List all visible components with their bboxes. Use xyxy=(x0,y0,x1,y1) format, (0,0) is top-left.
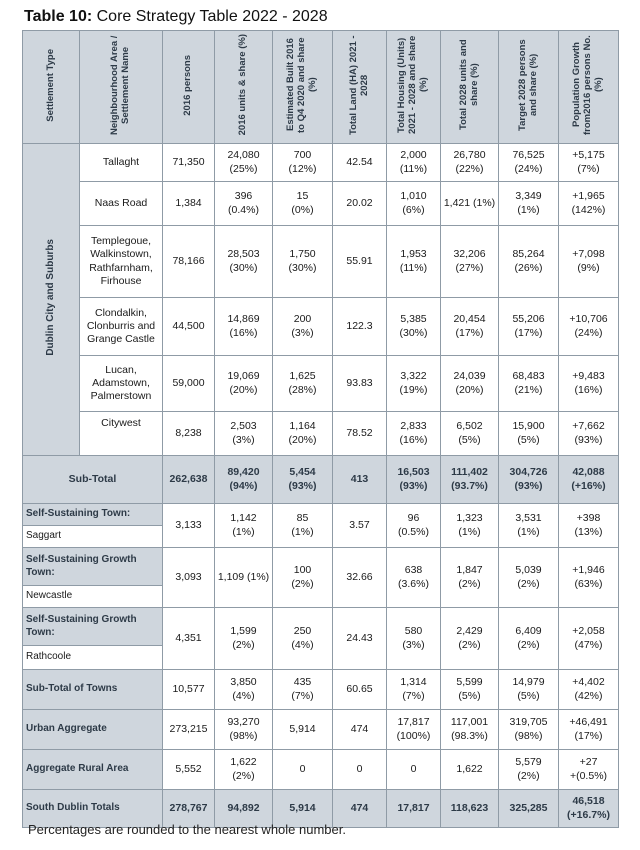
cell-total-land: 93.83 xyxy=(333,356,387,412)
town-name: Rathcoole xyxy=(23,646,163,670)
cell-total-land: 0 xyxy=(333,750,387,790)
cell-units-2016: 14,869 (16%) xyxy=(215,298,273,356)
cell-target-2028: 3,531 (1%) xyxy=(499,504,559,548)
cell-units-2016: 28,503 (30%) xyxy=(215,226,273,298)
cell-units-2016: 2,503 (3%) xyxy=(215,412,273,456)
header-total-housing: Total Housing (Units) 2021 - 2028 and share (%) xyxy=(387,31,441,144)
cell-persons-2016: 5,552 xyxy=(163,750,215,790)
footnote: Percentages are rounded to the nearest whole number. xyxy=(28,822,346,837)
cell-pop-growth: +27 +(0.5%) xyxy=(559,750,619,790)
header-est-built: Estimated Built 2016 to Q4 2020 and share (%) xyxy=(273,31,333,144)
town-type-label: Self-Sustaining Growth Town: xyxy=(23,608,163,646)
cell-total-housing: 5,385 (30%) xyxy=(387,298,441,356)
cell-total-2028: 1,847 (2%) xyxy=(441,548,499,608)
cell-est-built: 85 (1%) xyxy=(273,504,333,548)
table-row xyxy=(23,356,619,412)
cell-total-2028: 111,402 (93.7%) xyxy=(441,456,499,504)
cell-persons-2016: 262,638 xyxy=(163,456,215,504)
aggregate-label: Aggregate Rural Area xyxy=(23,750,163,790)
caption-title: Core Strategy Table 2022 - 2028 xyxy=(96,8,328,25)
cell-total-housing: 1,953 (11%) xyxy=(387,226,441,298)
cell-total-housing: 2,833 (16%) xyxy=(387,412,441,456)
cell-est-built: 5,914 xyxy=(273,710,333,750)
cell-total-2028: 118,623 xyxy=(441,790,499,828)
cell-units-2016: 1,109 (1%) xyxy=(215,548,273,608)
header-row xyxy=(23,31,619,144)
cell-est-built: 700 (12%) xyxy=(273,144,333,182)
core-strategy-table xyxy=(22,30,619,828)
cell-total-land: 474 xyxy=(333,710,387,750)
cell-pop-growth: +9,483 (16%) xyxy=(559,356,619,412)
cell-target-2028: 68,483 (21%) xyxy=(499,356,559,412)
table-row xyxy=(23,182,619,226)
cell-est-built: 435 (7%) xyxy=(273,670,333,710)
cell-total-2028: 117,001 (98.3%) xyxy=(441,710,499,750)
cell-target-2028: 319,705 (98%) xyxy=(499,710,559,750)
town-type-label: Self-Sustaining Town: xyxy=(23,504,163,526)
cell-est-built: 15 (0%) xyxy=(273,182,333,226)
cell-persons-2016: 8,238 xyxy=(163,412,215,456)
cell-total-housing: 17,817 xyxy=(387,790,441,828)
cell-total-2028: 1,622 xyxy=(441,750,499,790)
area-name: Tallaght xyxy=(80,144,163,182)
cell-target-2028: 14,979 (5%) xyxy=(499,670,559,710)
cell-est-built: 200 (3%) xyxy=(273,298,333,356)
cell-pop-growth: +10,706 (24%) xyxy=(559,298,619,356)
area-name: Citywest xyxy=(80,412,163,456)
header-persons-2016: 2016 persons xyxy=(163,31,215,144)
cell-units-2016: 19,069 (20%) xyxy=(215,356,273,412)
cell-total-land: 32.66 xyxy=(333,548,387,608)
cell-total-2028: 1,421 (1%) xyxy=(441,182,499,226)
cell-total-housing: 0 xyxy=(387,750,441,790)
table-caption xyxy=(24,8,328,26)
totals-label: South Dublin Totals xyxy=(23,790,163,828)
cell-total-land: 20.02 xyxy=(333,182,387,226)
cell-total-housing: 2,000 (11%) xyxy=(387,144,441,182)
area-name: Clondalkin, Clonburris and Grange Castle xyxy=(80,298,163,356)
cell-total-land: 78.52 xyxy=(333,412,387,456)
table-row xyxy=(23,548,619,586)
cell-pop-growth: +2,058 (47%) xyxy=(559,608,619,670)
cell-est-built: 0 xyxy=(273,750,333,790)
cell-total-housing: 580 (3%) xyxy=(387,608,441,670)
cell-est-built: 5,454 (93%) xyxy=(273,456,333,504)
cell-total-housing: 1,314 (7%) xyxy=(387,670,441,710)
cell-units-2016: 24,080 (25%) xyxy=(215,144,273,182)
cell-target-2028: 15,900 (5%) xyxy=(499,412,559,456)
header-units-2016: 2016 units & share (%) xyxy=(215,31,273,144)
cell-total-2028: 6,502 (5%) xyxy=(441,412,499,456)
cell-persons-2016: 59,000 xyxy=(163,356,215,412)
table-row xyxy=(23,504,619,526)
cell-est-built: 1,164 (20%) xyxy=(273,412,333,456)
cell-target-2028: 325,285 xyxy=(499,790,559,828)
cell-target-2028: 5,039 (2%) xyxy=(499,548,559,608)
cell-units-2016: 1,599 (2%) xyxy=(215,608,273,670)
header-total-land: Total Land (HA) 2021 - 2028 xyxy=(333,31,387,144)
cell-total-housing: 1,010 (6%) xyxy=(387,182,441,226)
cell-target-2028: 76,525 (24%) xyxy=(499,144,559,182)
subtotal-row xyxy=(23,456,619,504)
settlement-type-dublin: Dublin City and Suburbs xyxy=(23,144,80,456)
subtotal-label: Sub-Total xyxy=(23,456,163,504)
cell-persons-2016: 3,093 xyxy=(163,548,215,608)
town-type-label: Self-Sustaining Growth Town: xyxy=(23,548,163,586)
cell-pop-growth: 42,088 (+16%) xyxy=(559,456,619,504)
cell-est-built: 1,750 (30%) xyxy=(273,226,333,298)
cell-persons-2016: 4,351 xyxy=(163,608,215,670)
cell-persons-2016: 278,767 xyxy=(163,790,215,828)
header-neighbourhood: Neighbourhood Area / Settlement Name xyxy=(80,31,163,144)
cell-units-2016: 1,142 (1%) xyxy=(215,504,273,548)
cell-pop-growth: +7,098 (9%) xyxy=(559,226,619,298)
cell-pop-growth: +46,491 (17%) xyxy=(559,710,619,750)
cell-est-built: 250 (4%) xyxy=(273,608,333,670)
cell-units-2016: 89,420 (94%) xyxy=(215,456,273,504)
cell-units-2016: 1,622 (2%) xyxy=(215,750,273,790)
cell-total-land: 122.3 xyxy=(333,298,387,356)
cell-target-2028: 6,409 (2%) xyxy=(499,608,559,670)
cell-target-2028: 55,206 (17%) xyxy=(499,298,559,356)
cell-target-2028: 304,726 (93%) xyxy=(499,456,559,504)
header-settlement-type: Settlement Type xyxy=(23,31,80,144)
cell-total-land: 55.91 xyxy=(333,226,387,298)
cell-total-land: 24.43 xyxy=(333,608,387,670)
area-name: Lucan, Adamstown, Palmerstown xyxy=(80,356,163,412)
cell-total-land: 42.54 xyxy=(333,144,387,182)
table-row xyxy=(23,144,619,182)
cell-persons-2016: 78,166 xyxy=(163,226,215,298)
cell-total-housing: 17,817 (100%) xyxy=(387,710,441,750)
table-row xyxy=(23,710,619,750)
cell-total-housing: 96 (0.5%) xyxy=(387,504,441,548)
header-total-2028: Total 2028 units and share (%) xyxy=(441,31,499,144)
cell-total-2028: 1,323 (1%) xyxy=(441,504,499,548)
cell-pop-growth: +7,662 (93%) xyxy=(559,412,619,456)
cell-total-land: 474 xyxy=(333,790,387,828)
cell-units-2016: 93,270 (98%) xyxy=(215,710,273,750)
aggregate-label: Urban Aggregate xyxy=(23,710,163,750)
cell-pop-growth: 46,518 (+16.7%) xyxy=(559,790,619,828)
cell-total-2028: 26,780 (22%) xyxy=(441,144,499,182)
cell-pop-growth: +1,946 (63%) xyxy=(559,548,619,608)
cell-target-2028: 85,264 (26%) xyxy=(499,226,559,298)
cell-pop-growth: +1,965 (142%) xyxy=(559,182,619,226)
cell-persons-2016: 10,577 xyxy=(163,670,215,710)
area-name: Templegoue, Walkinstown, Rathfarnham, Firhouse xyxy=(80,226,163,298)
cell-total-housing: 3,322 (19%) xyxy=(387,356,441,412)
town-name: Saggart xyxy=(23,526,163,548)
cell-persons-2016: 71,350 xyxy=(163,144,215,182)
town-name: Newcastle xyxy=(23,586,163,608)
cell-persons-2016: 44,500 xyxy=(163,298,215,356)
cell-pop-growth: +5,175 (7%) xyxy=(559,144,619,182)
table-row xyxy=(23,608,619,646)
cell-total-2028: 24,039 (20%) xyxy=(441,356,499,412)
cell-est-built: 1,625 (28%) xyxy=(273,356,333,412)
cell-est-built: 100 (2%) xyxy=(273,548,333,608)
cell-pop-growth: +4,402 (42%) xyxy=(559,670,619,710)
header-pop-growth: Population Growth from2016 persons No. (%) xyxy=(559,31,619,144)
cell-persons-2016: 273,215 xyxy=(163,710,215,750)
cell-total-2028: 32,206 (27%) xyxy=(441,226,499,298)
cell-est-built: 5,914 xyxy=(273,790,333,828)
cell-total-land: 413 xyxy=(333,456,387,504)
cell-total-2028: 20,454 (17%) xyxy=(441,298,499,356)
cell-total-2028: 2,429 (2%) xyxy=(441,608,499,670)
cell-units-2016: 94,892 xyxy=(215,790,273,828)
cell-total-land: 3.57 xyxy=(333,504,387,548)
cell-total-housing: 638 (3.6%) xyxy=(387,548,441,608)
area-name: Naas Road xyxy=(80,182,163,226)
cell-total-2028: 5,599 (5%) xyxy=(441,670,499,710)
aggregate-label: Sub-Total of Towns xyxy=(23,670,163,710)
table-row xyxy=(23,412,619,456)
table-row xyxy=(23,670,619,710)
cell-target-2028: 5,579 (2%) xyxy=(499,750,559,790)
table-row xyxy=(23,298,619,356)
cell-units-2016: 396 (0.4%) xyxy=(215,182,273,226)
header-target-2028: Target 2028 persons and share (%) xyxy=(499,31,559,144)
cell-pop-growth: +398 (13%) xyxy=(559,504,619,548)
cell-persons-2016: 1,384 xyxy=(163,182,215,226)
cell-total-land: 60.65 xyxy=(333,670,387,710)
cell-target-2028: 3,349 (1%) xyxy=(499,182,559,226)
table-row xyxy=(23,750,619,790)
cell-units-2016: 3,850 (4%) xyxy=(215,670,273,710)
cell-total-housing: 16,503 (93%) xyxy=(387,456,441,504)
table-row xyxy=(23,226,619,298)
cell-persons-2016: 3,133 xyxy=(163,504,215,548)
caption-label: Table 10: xyxy=(24,8,93,25)
